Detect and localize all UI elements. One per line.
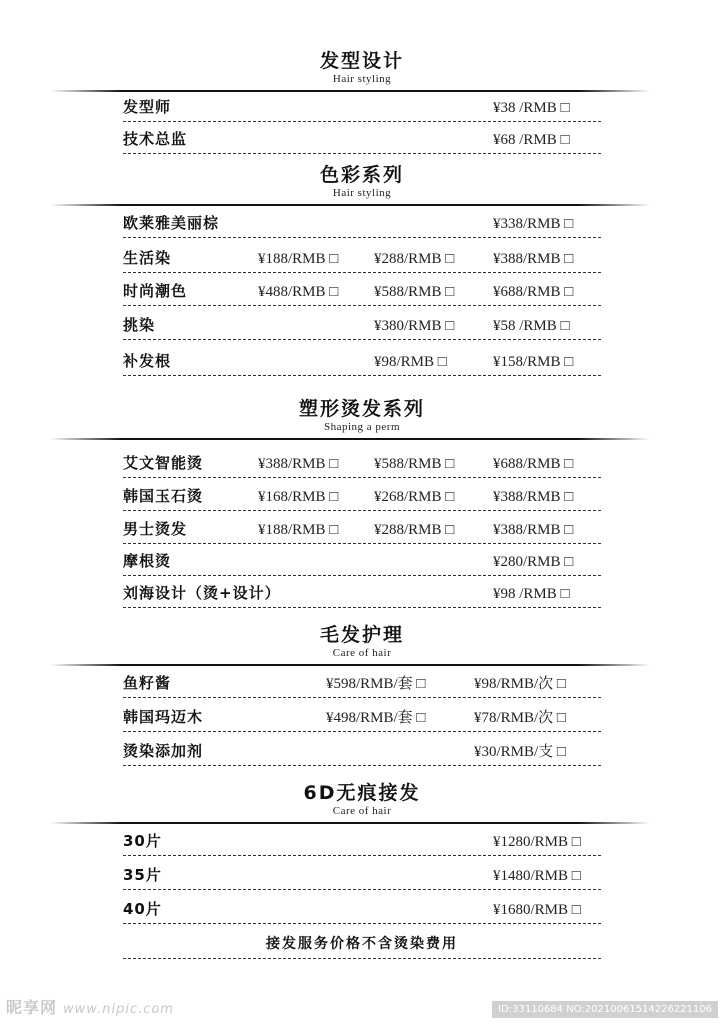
watermark-brand: 昵享网 (6, 998, 58, 1017)
price-row (123, 518, 601, 542)
price-option[interactable]: ¥58 /RMB □ (493, 318, 570, 334)
row-divider (123, 575, 601, 576)
footer-note: 接发服务价格不含烫染费用 (266, 936, 458, 952)
section-divider (50, 664, 650, 666)
service-name: 摩根烫 (123, 552, 172, 570)
price-row (123, 212, 601, 236)
service-name: 鱼籽酱 (123, 674, 172, 692)
row-divider (123, 510, 601, 511)
price-row (123, 550, 601, 574)
price-option[interactable]: ¥388/RMB □ (258, 456, 339, 472)
price-option[interactable]: ¥98 /RMB □ (493, 586, 570, 602)
service-name: 35片 (123, 866, 162, 884)
row-divider (123, 731, 601, 732)
section-subtitle: Care of hair (332, 647, 392, 659)
service-name: 40片 (123, 900, 162, 918)
section-divider (50, 822, 650, 824)
price-option[interactable]: ¥188/RMB □ (258, 251, 339, 267)
price-option[interactable]: ¥488/RMB □ (258, 284, 339, 300)
price-row (123, 280, 601, 304)
price-row (123, 740, 601, 764)
row-divider (123, 543, 601, 544)
service-name: 刘海设计（烫+设计） (123, 584, 281, 602)
watermark-url: www.nipic.com (63, 1002, 174, 1017)
section-subtitle: Hair styling (332, 73, 392, 85)
price-row (123, 898, 601, 922)
price-option[interactable]: ¥268/RMB □ (374, 489, 455, 505)
section-header-hair-extension (0, 782, 724, 818)
row-divider (123, 889, 601, 890)
price-row (123, 672, 601, 696)
price-row (123, 314, 601, 338)
row-divider (123, 855, 601, 856)
section-header-perm-series (0, 398, 724, 434)
row-divider (123, 697, 601, 698)
price-option[interactable]: ¥598/RMB/套 □ (326, 676, 426, 692)
service-name: 技术总监 (123, 130, 188, 148)
price-option[interactable]: ¥380/RMB □ (374, 318, 455, 334)
price-option[interactable]: ¥388/RMB □ (493, 489, 574, 505)
section-subtitle: Care of hair (332, 805, 392, 817)
row-divider (123, 607, 601, 608)
price-row (123, 452, 601, 476)
service-name: 30片 (123, 832, 162, 850)
row-divider (123, 305, 601, 306)
price-option[interactable]: ¥38 /RMB □ (493, 100, 570, 116)
price-option[interactable]: ¥280/RMB □ (493, 554, 574, 570)
price-option[interactable]: ¥388/RMB □ (493, 251, 574, 267)
price-option[interactable]: ¥588/RMB □ (374, 284, 455, 300)
price-option[interactable]: ¥388/RMB □ (493, 522, 574, 538)
service-name: 烫染添加剂 (123, 742, 204, 760)
row-divider (123, 237, 601, 238)
service-name: 男士烫发 (123, 520, 188, 538)
service-name: 发型师 (123, 98, 172, 116)
price-option[interactable]: ¥98/RMB □ (374, 354, 447, 370)
price-row (123, 706, 601, 730)
price-option[interactable]: ¥588/RMB □ (374, 456, 455, 472)
service-name: 挑染 (123, 316, 156, 334)
row-divider (123, 375, 601, 376)
price-option[interactable]: ¥78/RMB/次 □ (474, 710, 566, 726)
price-option[interactable]: ¥68 /RMB □ (493, 132, 570, 148)
section-header-hair-care (0, 624, 724, 660)
price-row (123, 830, 601, 854)
row-divider (123, 477, 601, 478)
price-option[interactable]: ¥288/RMB □ (374, 251, 455, 267)
service-name: 欧莱雅美丽棕 (123, 214, 220, 232)
section-divider (50, 90, 650, 92)
service-name: 补发根 (123, 352, 172, 370)
section-subtitle: Shaping a perm (323, 421, 401, 433)
price-option[interactable]: ¥1480/RMB □ (493, 868, 581, 884)
watermark-logo (6, 995, 174, 1018)
service-name: 韩国玛迈木 (123, 708, 204, 726)
price-option[interactable]: ¥188/RMB □ (258, 522, 339, 538)
price-option[interactable]: ¥688/RMB □ (493, 456, 574, 472)
section-divider (50, 204, 650, 206)
section-title: 毛发护理 (319, 624, 404, 646)
section-header-hair-styling (0, 50, 724, 86)
price-row (123, 96, 601, 120)
section-title: 塑形烫发系列 (298, 398, 425, 420)
price-row (123, 582, 601, 606)
row-divider (123, 339, 601, 340)
price-option[interactable]: ¥288/RMB □ (374, 522, 455, 538)
price-row (123, 864, 601, 888)
section-title: 发型设计 (319, 50, 404, 72)
service-name: 生活染 (123, 249, 172, 267)
service-name: 艾文智能烫 (123, 454, 204, 472)
section-divider (50, 438, 650, 440)
price-row (123, 485, 601, 509)
price-option[interactable]: ¥168/RMB □ (258, 489, 339, 505)
price-option[interactable]: ¥498/RMB/套 □ (326, 710, 426, 726)
row-divider (123, 121, 601, 122)
row-divider (123, 765, 601, 766)
price-option[interactable]: ¥1680/RMB □ (493, 902, 581, 918)
price-row (123, 350, 601, 374)
row-divider (123, 153, 601, 154)
row-divider (123, 272, 601, 273)
section-header-color-series (0, 164, 724, 200)
row-divider (123, 923, 601, 924)
section-title: 色彩系列 (319, 164, 404, 186)
price-row (123, 128, 601, 152)
price-row (123, 247, 601, 271)
footer-divider (123, 958, 601, 959)
section-title: 6D无痕接发 (303, 782, 421, 804)
price-option[interactable]: ¥1280/RMB □ (493, 834, 581, 850)
price-option[interactable]: ¥30/RMB/支 □ (474, 744, 566, 760)
price-option[interactable]: ¥98/RMB/次 □ (474, 676, 566, 692)
price-option[interactable]: ¥158/RMB □ (493, 354, 574, 370)
section-subtitle: Hair styling (332, 187, 392, 199)
service-name: 时尚潮色 (123, 282, 188, 300)
price-option[interactable]: ¥688/RMB □ (493, 284, 574, 300)
price-option[interactable]: ¥338/RMB □ (493, 216, 574, 232)
service-name: 韩国玉石烫 (123, 487, 204, 505)
image-id-label: ID:33110684 NO:20210061514226221106 (492, 1001, 718, 1018)
